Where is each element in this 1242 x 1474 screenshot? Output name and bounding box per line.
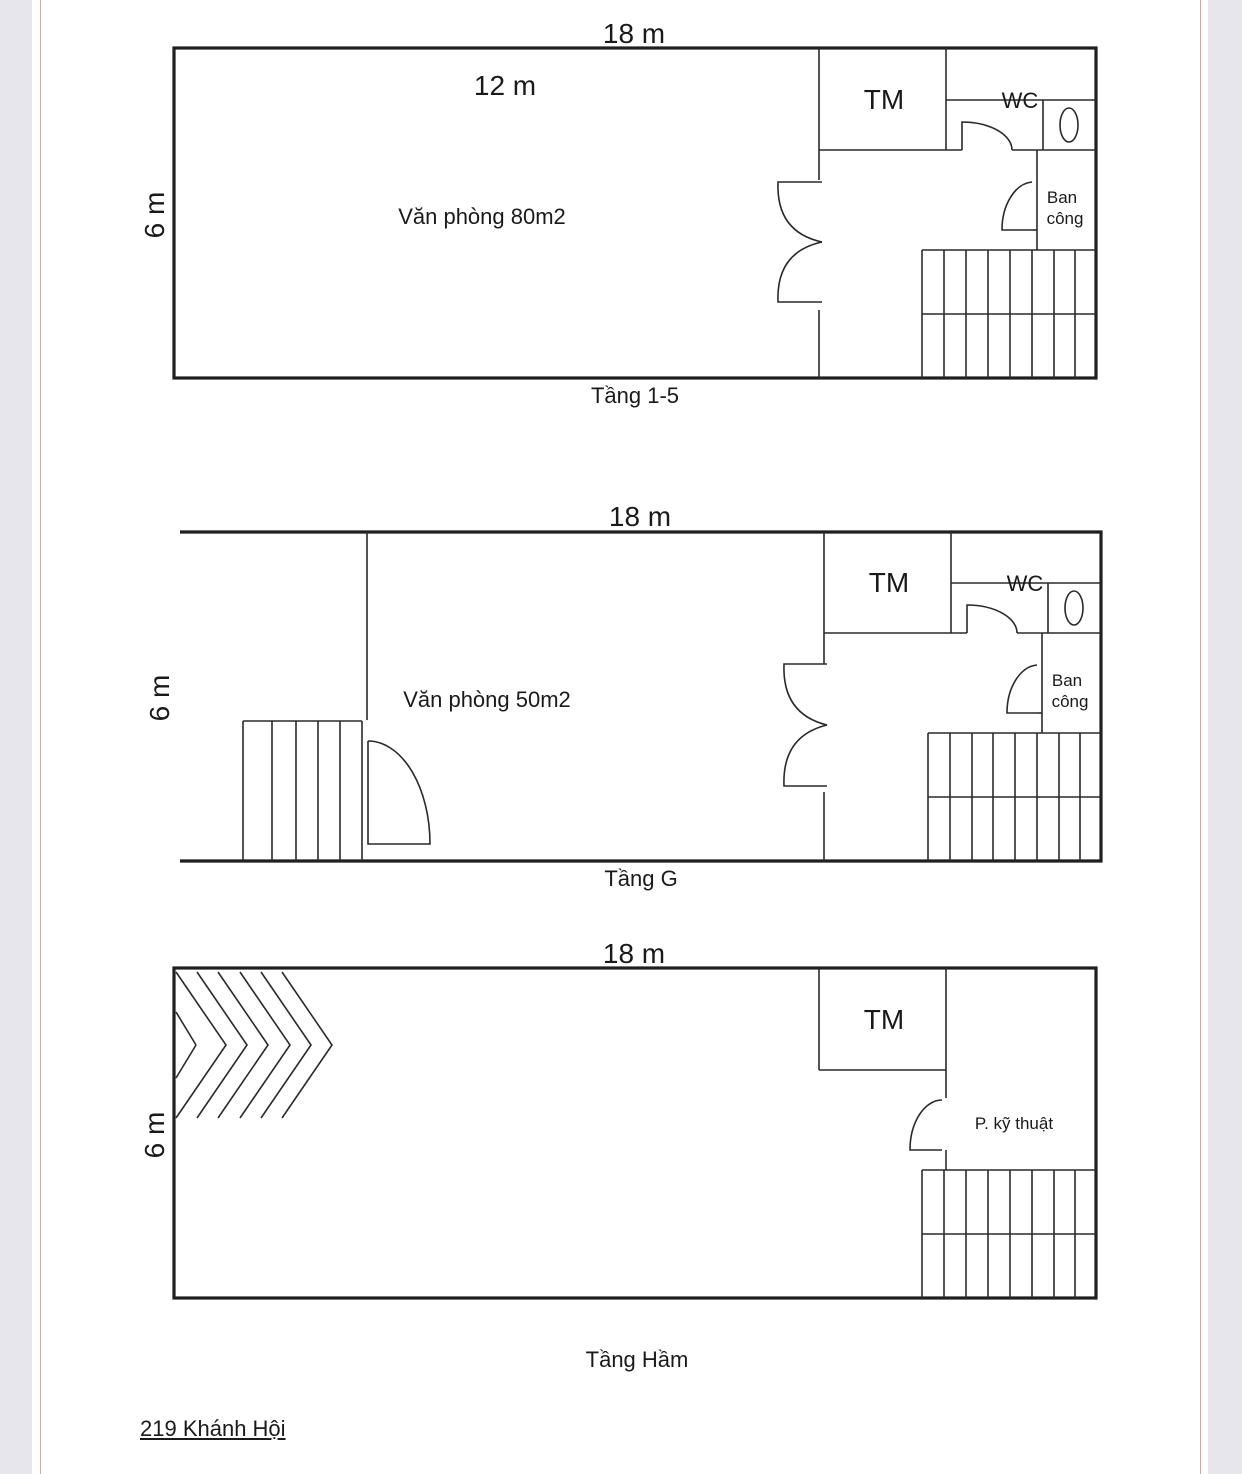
floor-label: Tầng G — [604, 866, 678, 891]
staircase — [928, 733, 1101, 861]
width-dimension: 18 m — [608, 501, 672, 532]
double-door-leaf — [778, 242, 822, 302]
toilet-icon — [1060, 108, 1078, 142]
floor-plan-basement — [139, 938, 1096, 1372]
double-door-leaf — [784, 664, 827, 725]
tm-label: TM — [863, 84, 905, 115]
entrance-door — [368, 741, 430, 844]
office-width-dimension: 12 m — [473, 70, 537, 101]
balcony-label-line1: Ban — [1046, 188, 1078, 207]
outer-wall — [174, 48, 1096, 378]
floor-label: Tầng Hầm — [585, 1347, 689, 1372]
depth-dimension: 6 m — [139, 1111, 170, 1159]
ramp-hatching — [176, 972, 332, 1118]
ground-entry-staircase — [243, 721, 362, 861]
office-label: Văn phòng 50m2 — [403, 687, 571, 712]
tech-room-door — [910, 1100, 942, 1150]
balcony-label-line1: Ban — [1051, 671, 1083, 690]
toilet-icon — [1065, 591, 1083, 625]
depth-dimension: 6 m — [144, 674, 175, 722]
double-door-leaf — [784, 725, 827, 786]
staircase — [922, 250, 1096, 378]
tech-room-label: P. kỹ thuật — [974, 1114, 1054, 1133]
width-dimension: 18 m — [602, 938, 666, 969]
width-dimension: 18 m — [602, 18, 666, 49]
wc-door — [967, 605, 1017, 633]
tm-label: TM — [863, 1004, 905, 1035]
wc-door — [962, 122, 1012, 150]
balcony-door — [1002, 182, 1032, 230]
floor-label: Tầng 1-5 — [590, 383, 680, 408]
depth-dimension: 6 m — [139, 191, 170, 239]
address-link[interactable]: 219 Khánh Hội — [140, 1416, 286, 1441]
wc-label: WC — [1006, 571, 1044, 596]
staircase — [922, 1170, 1096, 1298]
balcony-label-line2: công — [1051, 692, 1089, 711]
floor-plan-upper — [139, 18, 1096, 408]
balcony-door — [1007, 665, 1037, 713]
tm-label: TM — [868, 567, 910, 598]
office-label: Văn phòng 80m2 — [398, 204, 566, 229]
wc-label: WC — [1001, 88, 1039, 113]
double-door-leaf — [778, 182, 822, 242]
balcony-label-line2: công — [1046, 209, 1084, 228]
floor-plan-ground — [144, 501, 1101, 891]
